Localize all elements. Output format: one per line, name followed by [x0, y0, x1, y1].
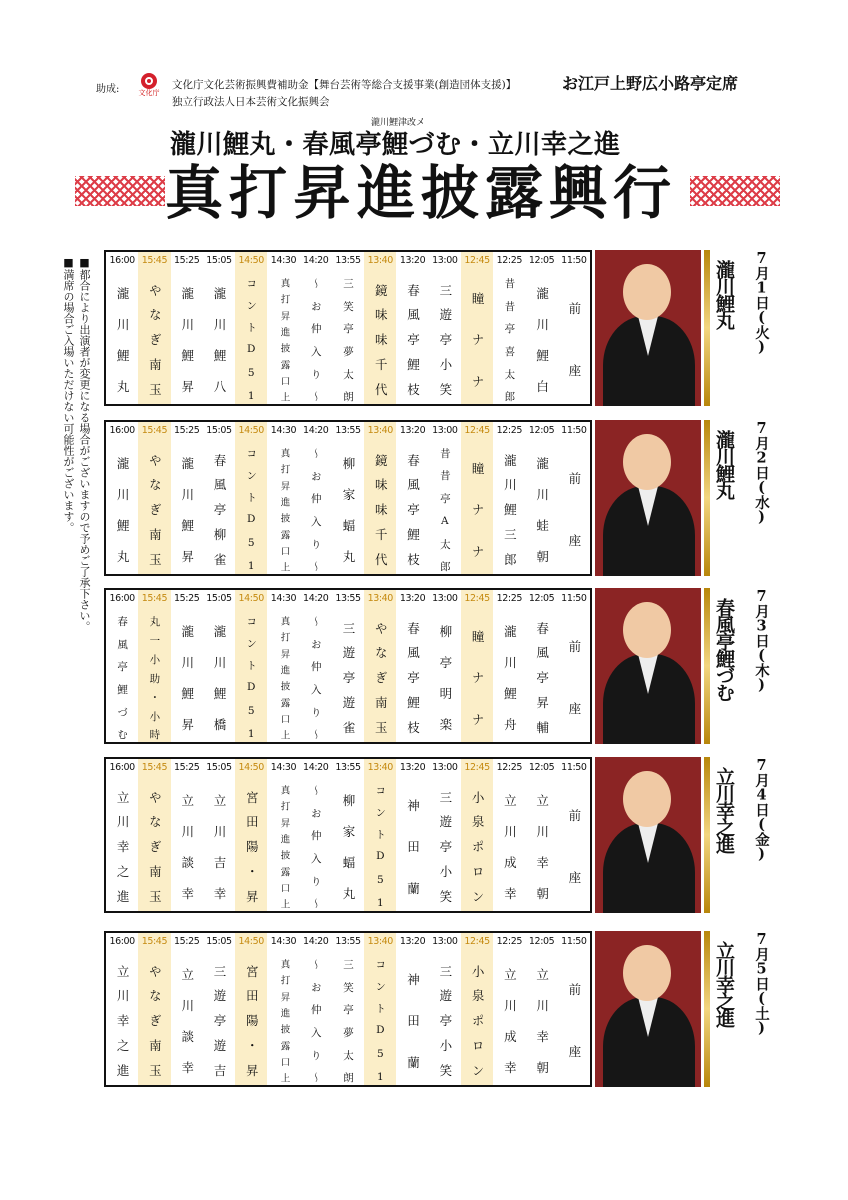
slot-performer: や な ぎ 南 玉	[147, 453, 163, 567]
slot-time: 13:40	[367, 762, 393, 773]
slot-performer: 〜 お 仲 入 り 〜	[309, 785, 322, 909]
program-slot	[138, 933, 170, 1085]
star-name: 立川幸之進	[713, 767, 735, 852]
slot-time: 12:25	[496, 255, 523, 266]
program-slot	[461, 933, 493, 1085]
program-slot	[493, 759, 525, 911]
slot-performer: 宮 田 陽 ・ 昇	[244, 964, 260, 1078]
program-table	[104, 250, 592, 406]
program-slot	[300, 933, 332, 1085]
gold-strip	[704, 420, 710, 576]
program-slot	[364, 422, 396, 574]
star-name: 立川幸之進	[713, 941, 735, 1026]
slot-time: 14:50	[238, 936, 264, 947]
slot-time: 15:45	[141, 593, 168, 604]
slot-performer: 瀧 川 鯉 丸	[115, 286, 131, 394]
program-slot	[235, 759, 267, 911]
slot-time: 14:30	[270, 936, 297, 947]
slot-time: 14:30	[270, 762, 297, 773]
slot-performer: 春 風 亭 昇 輔	[534, 621, 550, 735]
slot-time: 13:00	[432, 593, 458, 604]
slot-time: 15:45	[141, 255, 168, 266]
program-slot	[267, 252, 299, 404]
slot-time: 11:50	[561, 255, 587, 266]
slot-performer: や な ぎ 南 玉	[147, 283, 163, 397]
slot-performer: 昔 昔 亭 A 太 郎	[438, 448, 451, 572]
slot-performer: 〜 お 仲 入 り 〜	[309, 959, 322, 1083]
day-block	[104, 420, 770, 578]
program-slot	[461, 252, 493, 404]
slot-time: 12:25	[496, 762, 523, 773]
slot-time: 14:30	[270, 425, 297, 436]
slot-performer: 丸 一 小 助 ・ 小 時	[148, 616, 161, 740]
slot-performer: 立 川 幸 之 進	[115, 790, 131, 904]
slot-performer: 立 川 成 幸	[502, 793, 518, 901]
star-name: 瀧川鯉丸	[713, 430, 735, 498]
slot-performer: 春 風 亭 鯉 枝	[405, 621, 421, 735]
note-full-house: ■満席の場合ご入場いただけない可能性がございます。	[62, 256, 75, 533]
program-slot	[300, 759, 332, 911]
program-slot	[396, 252, 428, 404]
performance-date: 7月4日(金)	[753, 757, 770, 862]
slot-time: 12:05	[528, 425, 555, 436]
slot-performer: 立 川 幸 之 進	[115, 964, 131, 1078]
slot-performer: 春 風 亭 鯉 づ む	[116, 616, 129, 740]
slot-performer: コ ン ト D 5 1	[245, 616, 258, 740]
program-slot	[138, 759, 170, 911]
slot-time: 15:25	[173, 936, 200, 947]
slot-performer: 宮 田 陽 ・ 昇	[244, 790, 260, 904]
slot-time: 14:20	[303, 593, 329, 604]
slot-performer: 真 打 昇 進 披 露 口 上	[278, 448, 290, 572]
slot-performer: 柳 亭 明 楽	[437, 624, 453, 732]
support-line-2: 独立行政法人日本芸術文化振興会	[172, 96, 330, 108]
agency-logo	[136, 73, 162, 103]
note-change: ■都合により出演者が変更になる場合がございますので予めご了承下さい。	[78, 256, 91, 632]
program-slot	[203, 933, 235, 1085]
slot-performer: 三 遊 亭 小 笑	[437, 283, 453, 397]
program-slot	[171, 933, 203, 1085]
program-slot	[429, 590, 461, 742]
slot-performer: 〜 お 仲 入 り 〜	[309, 448, 322, 572]
slot-time: 16:00	[109, 593, 135, 604]
slot-performer: コ ン ト D 5 1	[245, 278, 258, 402]
performer-photo	[595, 420, 701, 576]
program-slot	[332, 759, 364, 911]
slot-performer: 真 打 昇 進 披 露 口 上	[278, 278, 290, 402]
slot-performer: コ ン ト D 5 1	[374, 959, 387, 1083]
program-table	[104, 588, 592, 744]
program-slot	[429, 252, 461, 404]
program-slot	[300, 422, 332, 574]
slot-time: 11:50	[561, 762, 587, 773]
slot-performer: 春 風 亭 柳 雀	[211, 453, 227, 567]
program-slot	[138, 590, 170, 742]
slot-time: 14:50	[238, 762, 264, 773]
program-slot	[396, 759, 428, 911]
performance-date: 7月1日(火)	[753, 250, 770, 355]
program-slot	[525, 933, 557, 1085]
program-slot	[558, 252, 590, 404]
slot-performer: 三 遊 亭 遊 吉	[211, 964, 227, 1078]
slot-performer: 瀧 川 鯉 昇	[179, 624, 195, 732]
slot-time: 12:45	[464, 762, 490, 773]
slot-performer: 立 川 談 幸	[179, 793, 195, 901]
program-slot	[396, 933, 428, 1085]
program-slot	[461, 759, 493, 911]
slot-performer: 瀧 川 蛙 朝	[534, 456, 550, 564]
gold-strip	[704, 931, 710, 1087]
program-slot	[235, 252, 267, 404]
slot-time: 13:40	[367, 425, 393, 436]
program-slot	[267, 590, 299, 742]
slot-performer: 瀧 川 鯉 橋	[211, 624, 227, 732]
program-slot	[300, 590, 332, 742]
slot-performer: 鏡 味 味 千 代	[373, 453, 389, 567]
slot-time: 16:00	[109, 425, 135, 436]
slot-performer: や な ぎ 南 玉	[147, 964, 163, 1078]
slot-time: 13:00	[432, 425, 458, 436]
slot-performer: 小 泉 ポ ロ ン	[470, 790, 486, 904]
slot-time: 12:45	[464, 255, 490, 266]
program-slot	[364, 759, 396, 911]
slot-performer: 前 座	[566, 983, 582, 1059]
slot-time: 12:05	[528, 593, 555, 604]
program-slot	[235, 422, 267, 574]
slot-performer: 立 川 吉 幸	[211, 793, 227, 901]
slot-time: 15:05	[206, 255, 232, 266]
performance-date: 7月2日(水)	[753, 420, 770, 525]
venue-name: お江戸上野広小路亭定席	[562, 74, 739, 93]
slot-time: 15:05	[206, 593, 232, 604]
slot-time: 13:20	[399, 425, 426, 436]
slot-time: 12:25	[496, 593, 523, 604]
star-name: 瀧川鯉丸	[713, 260, 735, 328]
face-shape	[623, 602, 671, 658]
program-slot	[332, 590, 364, 742]
slot-time: 15:45	[141, 936, 168, 947]
program-slot	[558, 933, 590, 1085]
slot-performer: 三 遊 亭 遊 雀	[341, 621, 357, 735]
program-slot	[203, 252, 235, 404]
slot-performer: 昔 昔 亭 喜 太 郎	[503, 278, 516, 402]
performer-photo	[595, 250, 701, 406]
program-slot	[106, 252, 138, 404]
slot-time: 16:00	[109, 936, 135, 947]
slot-time: 15:05	[206, 762, 232, 773]
slot-time: 11:50	[561, 593, 587, 604]
slot-time: 14:50	[238, 255, 264, 266]
program-table	[104, 757, 592, 913]
slot-time: 13:20	[399, 762, 426, 773]
slot-time: 13:20	[399, 255, 426, 266]
face-shape	[623, 771, 671, 827]
slot-time: 12:45	[464, 936, 490, 947]
program-slot	[396, 422, 428, 574]
program-slot	[558, 422, 590, 574]
slot-time: 15:45	[141, 762, 168, 773]
slot-time: 12:05	[528, 762, 555, 773]
program-slot	[203, 590, 235, 742]
gold-strip	[704, 588, 710, 744]
program-slot	[138, 252, 170, 404]
slot-time: 15:45	[141, 425, 168, 436]
day-block	[104, 757, 770, 915]
program-slot	[171, 252, 203, 404]
slot-performer: 三 遊 亭 小 笑	[437, 790, 453, 904]
gold-strip	[704, 757, 710, 913]
slot-performer: コ ン ト D 5 1	[374, 785, 387, 909]
slot-performer: 立 川 幸 朝	[534, 967, 550, 1075]
slot-time: 14:30	[270, 255, 297, 266]
program-slot	[396, 590, 428, 742]
program-slot	[493, 590, 525, 742]
program-slot	[171, 422, 203, 574]
program-slot	[525, 252, 557, 404]
program-slot	[429, 422, 461, 574]
slot-time: 13:55	[335, 762, 361, 773]
slot-time: 15:05	[206, 425, 232, 436]
former-name-note: 瀧川鯉津改メ	[371, 118, 426, 128]
slot-performer: 瀧 川 鯉 白	[534, 286, 550, 394]
slot-time: 12:25	[496, 936, 523, 947]
slot-time: 14:50	[238, 593, 264, 604]
slot-time: 15:25	[173, 255, 200, 266]
program-slot	[525, 759, 557, 911]
slot-performer: 立 川 成 幸	[502, 967, 518, 1075]
slot-performer: 立 川 談 幸	[179, 967, 195, 1075]
slot-performer: 瀧 川 鯉 三 郎	[502, 453, 518, 567]
slot-time: 14:20	[303, 762, 329, 773]
program-slot	[138, 422, 170, 574]
program-slot	[493, 422, 525, 574]
slot-performer: 立 川 幸 朝	[534, 793, 550, 901]
slot-time: 12:05	[528, 936, 555, 947]
day-block	[104, 588, 770, 746]
slot-time: 15:25	[173, 593, 200, 604]
program-slot	[364, 252, 396, 404]
program-table	[104, 931, 592, 1087]
slot-performer: 前 座	[566, 640, 582, 716]
slot-performer: 小 泉 ポ ロ ン	[470, 964, 486, 1078]
slot-performer: 真 打 昇 進 披 露 口 上	[278, 616, 290, 740]
program-slot	[106, 422, 138, 574]
program-table	[104, 420, 592, 576]
program-slot	[558, 759, 590, 911]
program-slot	[267, 422, 299, 574]
slot-performer: 瀧 川 鯉 舟	[502, 624, 518, 732]
slot-time: 12:45	[464, 593, 490, 604]
slot-time: 13:40	[367, 936, 393, 947]
program-slot	[364, 933, 396, 1085]
program-slot	[364, 590, 396, 742]
program-slot	[525, 590, 557, 742]
program-slot	[106, 759, 138, 911]
slot-performer: 春 風 亭 鯉 枝	[405, 283, 421, 397]
slot-performer: や な ぎ 南 玉	[373, 621, 389, 735]
face-shape	[623, 434, 671, 490]
program-slot	[106, 933, 138, 1085]
slot-time: 15:25	[173, 762, 200, 773]
program-slot	[332, 933, 364, 1085]
slot-performer: 瀧 川 鯉 昇	[179, 286, 195, 394]
program-slot	[525, 422, 557, 574]
slot-time: 13:00	[432, 762, 458, 773]
slot-performer: や な ぎ 南 玉	[147, 790, 163, 904]
slot-performer: 春 風 亭 鯉 枝	[405, 453, 421, 567]
performance-date: 7月5日(土)	[753, 931, 770, 1036]
slot-performer: 瞳 ナ ナ	[470, 629, 486, 727]
program-slot	[235, 590, 267, 742]
page-title: 真打昇進披露興行	[165, 159, 678, 227]
slot-time: 13:00	[432, 255, 458, 266]
slot-time: 11:50	[561, 936, 587, 947]
gold-strip	[704, 250, 710, 406]
slot-time: 13:55	[335, 593, 361, 604]
slot-performer: 前 座	[566, 472, 582, 548]
support-label: 助成:	[96, 84, 120, 95]
slot-performer: 瞳 ナ ナ	[470, 291, 486, 389]
slot-time: 12:05	[528, 255, 555, 266]
slot-time: 13:20	[399, 936, 426, 947]
day-block	[104, 250, 770, 408]
program-slot	[461, 590, 493, 742]
slot-time: 15:05	[206, 936, 232, 947]
slot-performer: 前 座	[566, 302, 582, 378]
slot-time: 13:55	[335, 255, 361, 266]
slot-time: 14:20	[303, 255, 329, 266]
program-slot	[171, 759, 203, 911]
slot-performer: 〜 お 仲 入 り 〜	[309, 616, 322, 740]
slot-time: 13:40	[367, 255, 393, 266]
program-slot	[429, 759, 461, 911]
program-slot	[300, 252, 332, 404]
logo-mark-icon	[141, 73, 157, 89]
star-name: 春風亭鯉づむ	[713, 598, 735, 700]
face-shape	[623, 264, 671, 320]
decorative-pattern-right	[690, 176, 780, 206]
slot-performer: 三 笑 亭 夢 太 朗	[342, 959, 355, 1083]
slot-time: 13:55	[335, 425, 361, 436]
program-slot	[267, 933, 299, 1085]
slot-time: 14:20	[303, 936, 329, 947]
slot-performer: 瀧 川 鯉 八	[211, 286, 227, 394]
slot-time: 11:50	[561, 425, 587, 436]
slot-time: 13:55	[335, 936, 361, 947]
slot-time: 16:00	[109, 762, 135, 773]
performer-photo	[595, 588, 701, 744]
slot-performer: 真 打 昇 進 披 露 口 上	[278, 959, 290, 1083]
day-block	[104, 931, 770, 1089]
program-slot	[558, 590, 590, 742]
slot-performer: 前 座	[566, 809, 582, 885]
slot-performer: 鏡 味 味 千 代	[373, 283, 389, 397]
program-slot	[461, 422, 493, 574]
program-slot	[493, 933, 525, 1085]
slot-time: 15:25	[173, 425, 200, 436]
slot-performer: 瀧 川 鯉 昇	[179, 456, 195, 564]
slot-performer: 神 田 蘭	[405, 972, 421, 1070]
program-slot	[235, 933, 267, 1085]
program-slot	[332, 252, 364, 404]
slot-performer: コ ン ト D 5 1	[245, 448, 258, 572]
logo-text: 文化庁	[138, 89, 160, 97]
program-slot	[429, 933, 461, 1085]
slot-performer: 瞳 ナ ナ	[470, 461, 486, 559]
support-line-1: 文化庁文化芸術振興費補助金【舞台芸術等総合支援事業(創造団体支援)】	[172, 79, 517, 91]
slot-performer: 三 遊 亭 小 笑	[437, 964, 453, 1078]
program-slot	[493, 252, 525, 404]
slot-performer: 瀧 川 鯉 丸	[115, 456, 131, 564]
slot-performer: 三 笑 亭 夢 太 朗	[342, 278, 355, 402]
program-slot	[106, 590, 138, 742]
slot-performer: 柳 家 蝠 丸	[341, 793, 357, 901]
slot-time: 14:50	[238, 425, 264, 436]
slot-performer: 神 田 蘭	[405, 798, 421, 896]
slot-performer: 柳 家 蝠 丸	[341, 456, 357, 564]
slot-time: 16:00	[109, 255, 135, 266]
face-shape	[623, 945, 671, 1001]
slot-time: 14:30	[270, 593, 297, 604]
slot-time: 12:45	[464, 425, 490, 436]
program-slot	[332, 422, 364, 574]
slot-time: 13:40	[367, 593, 393, 604]
slot-time: 14:20	[303, 425, 329, 436]
slot-time: 12:25	[496, 425, 523, 436]
slot-time: 13:20	[399, 593, 426, 604]
notes	[60, 256, 92, 736]
slot-time: 13:00	[432, 936, 458, 947]
program-slot	[203, 422, 235, 574]
performer-photo	[595, 757, 701, 913]
program-slot	[171, 590, 203, 742]
program-slot	[203, 759, 235, 911]
performance-date: 7月3日(木)	[753, 588, 770, 693]
performer-photo	[595, 931, 701, 1087]
slot-performer: 〜 お 仲 入 り 〜	[309, 278, 322, 402]
decorative-pattern-left	[75, 176, 165, 206]
program-slot	[267, 759, 299, 911]
performer-names: 瀧川鯉丸・春風亭鯉づむ・立川幸之進	[170, 130, 621, 160]
slot-performer: 真 打 昇 進 披 露 口 上	[278, 785, 290, 909]
